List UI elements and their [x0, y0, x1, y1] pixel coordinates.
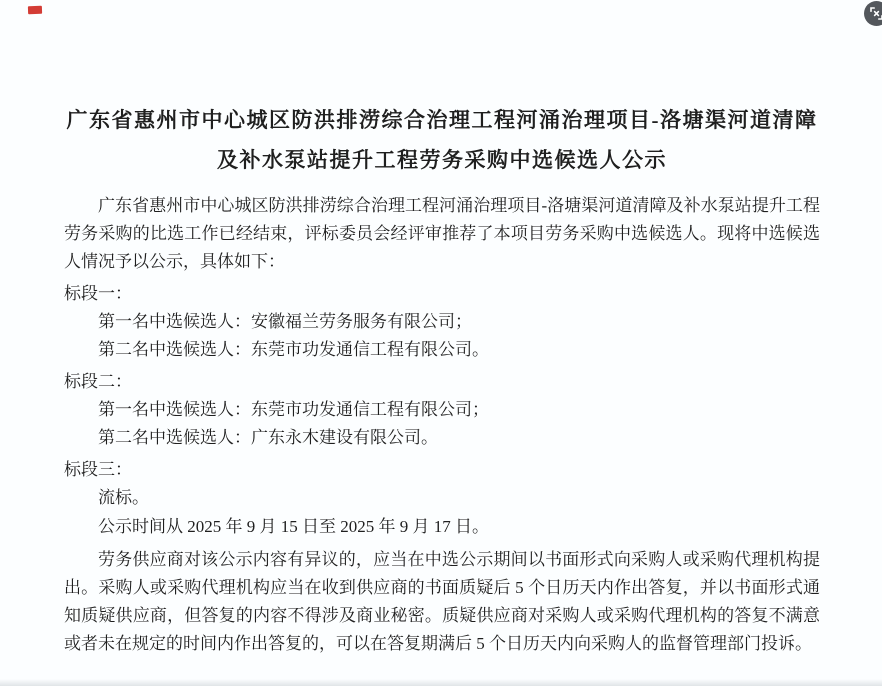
intro-paragraph: 广东省惠州市中心城区防洪排涝综合治理工程河涌治理项目-洛塘渠河道清障及补水泵站提升工程劳务采购的比选工作已经结束，评标委员会经评审推荐了本项目劳务采购中选候选人。现将中选候选人情况予以公示，具体如下： [64, 196, 820, 271]
bid-section-3-label: 标段三： [64, 460, 132, 479]
bid-section-1-label: 标段一： [64, 284, 132, 303]
bid-section-2-candidate-1: 第一名中选候选人：东莞市功发通信工程有限公司； [98, 400, 489, 419]
publicity-period-line: 公示时间从 2025 年 9 月 15 日至 2025 年 9 月 17 日。 [98, 517, 489, 536]
bid-section-1-candidate-2: 第二名中选候选人：东莞市功发通信工程有限公司。 [98, 340, 489, 359]
announcement-title: 广东省惠州市中心城区防洪排涝综合治理工程河涌治理项目-洛塘渠河道清障及补水泵站提升工程劳务采购中选候选人公示 [66, 108, 818, 172]
bid-section-1-candidate-1: 第一名中选候选人：安徽福兰劳务服务有限公司； [98, 312, 472, 331]
bid-section-1 [64, 280, 820, 364]
red-scan-mark [28, 6, 42, 14]
fullscreen-icon [870, 7, 882, 20]
bid-section-2 [64, 368, 820, 452]
objection-paragraph: 劳务供应商对该公示内容有异议的，应当在中选公示期间以书面形式向采购人或采购代理机构提出。采购人或采购代理机构应当在收到供应商的书面质疑后 5 个日历天内作出答复，并以书面形式通知质疑供应商，但答复的内容不得涉及商业秘密。质疑供应商对采购人或采购代理机构的答复不满意或者未在规定的时间内作出答复的，可以在答复期满后 5 个日历天内向采购人的监督管理部门投诉。 [64, 550, 820, 653]
bid-section-2-label: 标段二： [64, 372, 132, 391]
bid-section-3 [64, 456, 820, 512]
bid-section-3-result: 流标。 [98, 488, 149, 507]
bid-section-2-candidate-2: 第二名中选候选人：广东永木建设有限公司。 [98, 428, 438, 447]
fullscreen-button[interactable] [864, 1, 882, 26]
